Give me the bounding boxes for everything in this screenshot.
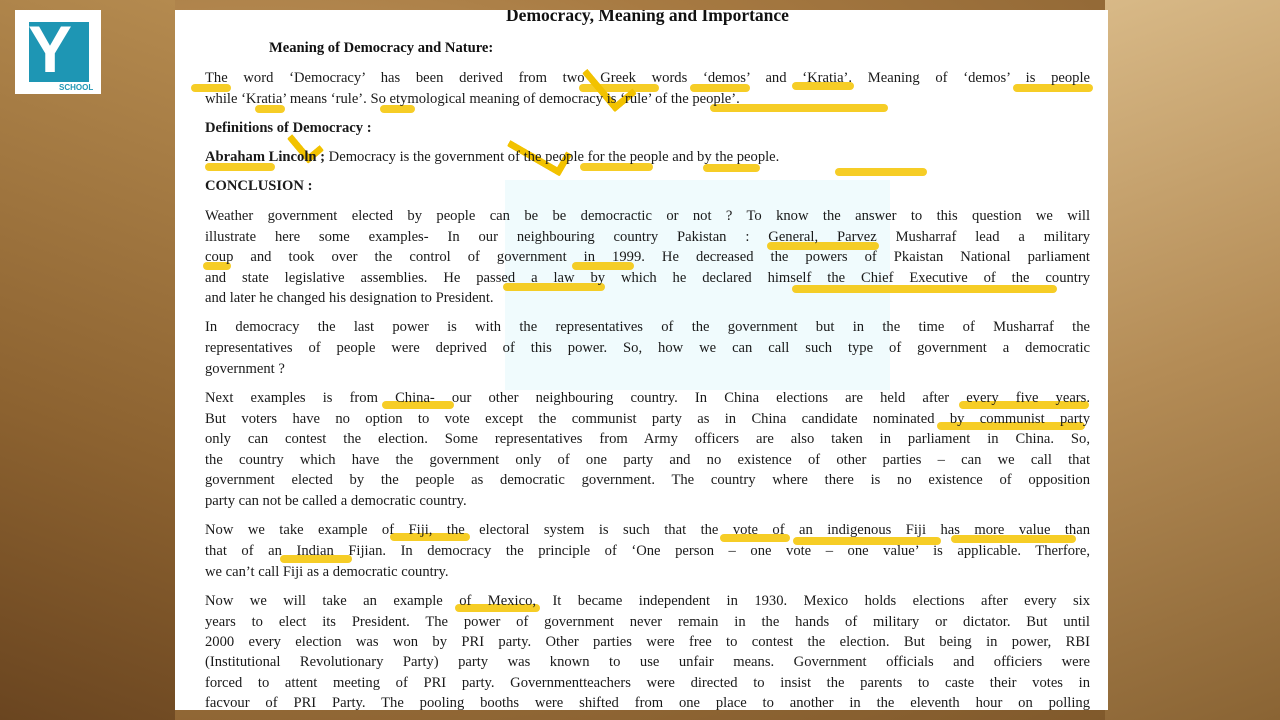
text-line: coup and took over the control of government in 1999. He decreased the powers of Pkaistan National parliament bbox=[205, 249, 1090, 265]
document-title: Democracy, Meaning and Importance bbox=[506, 10, 789, 25]
section-heading-definitions: Definitions of Democracy : bbox=[205, 120, 372, 136]
lincoln-definition bbox=[205, 147, 1090, 167]
text-line: only can contest the election. Some representatives from Army officers are also taken in parliament in China. So, bbox=[205, 431, 1090, 447]
yschool-logo bbox=[15, 10, 101, 94]
logo-letter: Y bbox=[28, 12, 73, 86]
section-heading-meaning: Meaning of Democracy and Nature: bbox=[269, 40, 494, 56]
text-line: 2000 every election was won by PRI party. Other parties were free to contest the election. But being in power, RBI bbox=[205, 634, 1090, 650]
text-line: facvour of PRI Party. The pooling booths were shifted from one place to another in the eleventh hour on polling bbox=[205, 695, 1090, 710]
text-line: Now we take example of Fiji, the electoral system is such that the vote of an indigenous Fiji has more value than bbox=[205, 522, 1090, 538]
text-line: But voters have no option to vote except the communist party as in China candidate nominated by communist party bbox=[205, 411, 1090, 427]
background-texture-left bbox=[0, 0, 175, 720]
text-line: and state legislative assemblies. He passed a law by which he declared himself the Chief Executive of the country bbox=[205, 269, 1090, 286]
logo-text: SCHOOL bbox=[59, 83, 94, 92]
text-line: illustrate here some examples- In our neighbouring country Pakistan : General, Parvez Musharraf lead a military bbox=[205, 228, 1090, 245]
lincoln-quote: Democracy is the government of the people for the people and by the people. bbox=[328, 149, 780, 165]
text-line: government ? bbox=[205, 361, 285, 377]
text-line: Now we will take an example of Mexico, It became independent in 1930. Mexico holds elections after every six bbox=[205, 593, 1090, 609]
section-heading-conclusion: CONCLUSION : bbox=[205, 178, 313, 194]
text-line: we can’t call Fiji as a democratic country. bbox=[205, 564, 449, 580]
text-line: the country which have the government only of one party and no existence of other parties – can we call that bbox=[205, 452, 1090, 468]
text-line: that of an Indian Fijian. In democracy the principle of ‘One person – one vote – one value’ is applicable. Therfore, bbox=[205, 543, 1090, 559]
text-line: The word ‘Democracy’ has been derived from two Greek words ‘demos’ and ‘Kratia’. Meaning of ‘demos’ is people bbox=[205, 70, 1090, 86]
text-line: (Institutional Revolutionary Party) party was known to use unfair means. Government officials and officiers were bbox=[205, 654, 1090, 670]
text-line: while ‘Kratia’ means ‘rule’. So etymological meaning of democracy is ‘rule’ of the people’. bbox=[205, 91, 740, 107]
background-texture-right bbox=[1105, 0, 1280, 720]
text-line: years to elect its President. The power of government never remain in the hands of military or dictator. But until bbox=[205, 614, 1090, 630]
text-line: and later he changed his designation to President. bbox=[205, 290, 494, 306]
text-line: Weather government elected by people can be be democractic or not ? To know the answer to this question we will bbox=[205, 208, 1090, 224]
text-line: forced to attent meeting of PRI party. Governmentteachers were directed to insist the parents to caste their votes in bbox=[205, 675, 1090, 691]
text-line: Next examples is from China- our other neighbouring country. In China elections are held after every five years. bbox=[205, 390, 1090, 406]
lincoln-name: Abraham Lincoln ; bbox=[205, 149, 326, 165]
text-line: government elected by the people as democratic government. The country where there is no existence of opposition bbox=[205, 472, 1090, 488]
text-line: representatives of people were deprived of this power. So, how we can call such type of government a democratic bbox=[205, 340, 1090, 356]
document-page bbox=[175, 10, 1108, 710]
text-line: party can not be called a democratic country. bbox=[205, 493, 467, 509]
text-line: In democracy the last power is with the representatives of the government but in the time of Musharraf the bbox=[205, 319, 1090, 335]
